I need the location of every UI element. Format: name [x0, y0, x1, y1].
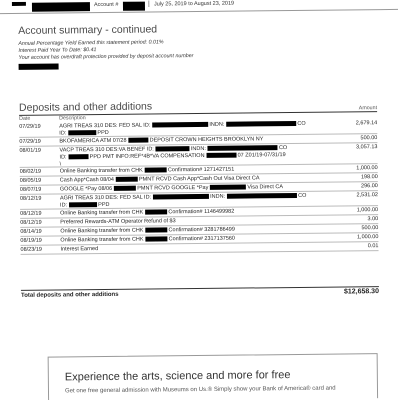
redaction [226, 121, 296, 127]
deposits-title: Deposits and other additions [18, 100, 153, 114]
summary-title: Account summary - continued [18, 23, 158, 37]
redaction [155, 146, 189, 151]
row-date: 08/12/19 [20, 210, 42, 217]
desc-text: AGRI TREAS 310 DES: FED SAL ID: [59, 122, 151, 130]
statement-period: July 25, 2019 to August 23, 2019 [153, 0, 235, 8]
row-date: 08/07/19 [19, 186, 42, 193]
deposits-table [19, 119, 378, 255]
row-amount: 2,679.14 [355, 120, 378, 127]
redaction [207, 145, 277, 151]
desc-text: \ [59, 161, 62, 168]
redaction [153, 194, 209, 200]
account-label: Account # [93, 1, 119, 9]
row-date: 08/02/19 [19, 168, 42, 175]
redaction [12, 2, 26, 6]
desc-text: PPD PMT INFO:REF*4B*VA COMPENSATION [89, 152, 205, 160]
total-rule [21, 286, 379, 291]
overdraft-line: Your account has overdraft protection provided by deposit account number [18, 53, 194, 62]
redaction [206, 152, 236, 157]
row-amount: 198.00 [360, 174, 378, 181]
desc-text: PMNT RCVD GOOGLE *Pay [137, 184, 209, 192]
desc-text: GOOGLE *Pay 08/06 [59, 185, 113, 193]
row-amount: 500.00 [361, 225, 379, 232]
row-amount: 2,531.02 [356, 192, 378, 199]
redaction [32, 2, 90, 12]
row-date: 08/19/19 [20, 237, 42, 244]
row-date: 08/23/19 [20, 246, 42, 253]
redaction [145, 227, 167, 232]
desc-text: Visa Direct CA [247, 184, 284, 191]
desc-text: CO [297, 120, 306, 127]
interest-ytd-line: Interest Paid Year To Date: $0.41 [18, 47, 97, 55]
summary-details [18, 39, 193, 69]
desc-text: PMNT RCVD Cash App*Cash Out Visa Direct CA [138, 175, 260, 183]
desc-text: BKOFAMERICA ATM 07/28 [59, 137, 127, 145]
row-date: 07/29/19 [19, 123, 41, 130]
desc-text: Online Banking transfer from CHK [60, 209, 144, 217]
desc-text: Confirmation# 3281786499 [168, 226, 235, 234]
desc-text: Cash App*Cash 08/04 [59, 176, 114, 184]
row-amount: 1,000.00 [356, 234, 379, 241]
row-amount: 500.00 [360, 135, 378, 142]
desc-text: INDN: [210, 193, 226, 200]
total-value: $12,658.30 [343, 288, 380, 296]
redaction [145, 236, 167, 241]
desc-text: ID: [59, 154, 67, 161]
redaction [114, 186, 136, 191]
redaction [68, 130, 96, 135]
desc-text: ID: [60, 202, 68, 209]
header-separator: | [147, 0, 150, 8]
row-date: 08/05/19 [19, 177, 42, 184]
row-amount: 3.00 [367, 216, 379, 223]
row-date: 08/12/19 [20, 219, 42, 226]
description-column-header: Description [59, 115, 86, 122]
row-date: 08/01/19 [19, 147, 41, 154]
desc-text: 07 Z01/19-07/31/19 [237, 151, 286, 159]
total-label: Total deposits and other additions [20, 291, 119, 299]
desc-text: VACP TREAS 310 DES:VA BENEF ID: [59, 146, 154, 154]
desc-text: PPD [97, 129, 109, 136]
amount-column-header: Amount [358, 105, 378, 112]
row-amount: 3,057.13 [356, 144, 378, 151]
redaction [69, 202, 97, 207]
desc-text: Interest Earned [60, 246, 99, 253]
desc-text: Preferred Rewards-ATM Operator Refund of $3 [60, 218, 176, 226]
desc-text: Online Banking transfer from CHK [60, 227, 144, 235]
desc-text: ID: [59, 130, 67, 137]
redaction [19, 63, 59, 69]
row-date: 07/29/19 [19, 138, 41, 145]
desc-text: CO [278, 145, 288, 152]
desc-text: AGRI TREAS 310 DES: FED SAL ID: [59, 194, 152, 202]
promo-box [48, 353, 379, 400]
desc-text: Online Banking transfer from CHK [59, 167, 143, 175]
redaction [128, 138, 148, 143]
apy-line: Annual Percentage Yield Earned this statement period: 0.01% [18, 39, 164, 47]
row-amount: 296.00 [361, 183, 378, 190]
row-date: 08/12/19 [19, 195, 42, 202]
redaction [115, 177, 137, 182]
row-amount: 1,000.00 [356, 207, 379, 214]
row-date: 08/14/19 [20, 228, 42, 235]
promo-headline: Experience the arts, science and more for free [64, 369, 291, 384]
date-column-header: Date [19, 115, 31, 122]
promo-subline: Get one free general admission with Museums on Us.® Simply show your Bank of America® card and [64, 385, 336, 395]
desc-text: DEPOSIT CROWN HEIGHTS BROOKLYN NY [149, 136, 264, 144]
row-amount: 0.01 [367, 243, 379, 250]
redaction [144, 167, 166, 172]
statement-header-strip [0, 0, 398, 14]
redaction [210, 185, 246, 190]
desc-text: Confirmation# 2317137560 [168, 235, 236, 243]
redaction [145, 209, 167, 214]
redaction [227, 193, 297, 199]
desc-text: Confirmation# 1146499982 [168, 208, 235, 216]
redaction [123, 2, 145, 11]
row-amount: 1,000.00 [356, 165, 378, 172]
desc-text: INDN: [190, 145, 206, 153]
row-description [60, 244, 338, 254]
desc-text: INDN: [209, 121, 225, 128]
redaction [152, 122, 208, 128]
desc-text: PPD [98, 201, 110, 208]
desc-text: Confirmation# 1271427151 [167, 166, 235, 174]
redaction [68, 154, 88, 159]
desc-text: Online Banking transfer from CHK [60, 236, 144, 244]
desc-text: CO [298, 192, 307, 199]
